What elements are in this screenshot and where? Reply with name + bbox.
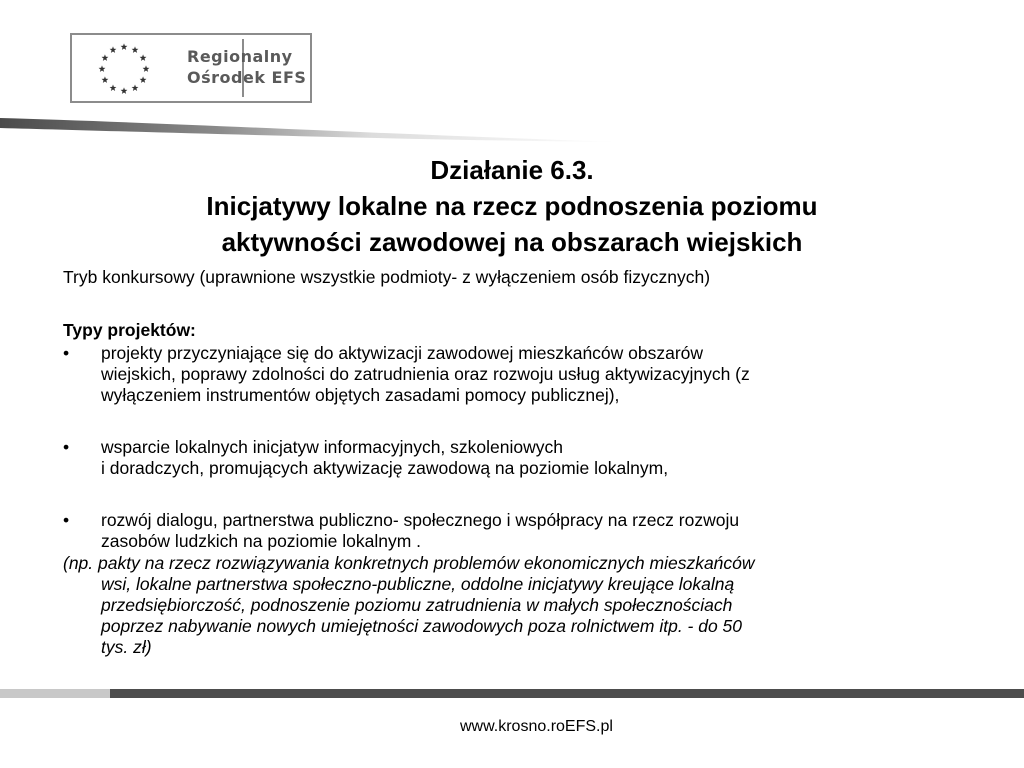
logo-line-1: Regionalny bbox=[187, 47, 293, 66]
examples-note bbox=[63, 553, 983, 658]
note-line: (np. pakty na rzecz rozwiązywania konkretnych problemów ekonomicznych mieszkańców bbox=[63, 553, 755, 573]
logo-text bbox=[187, 46, 307, 88]
star-icon bbox=[140, 76, 147, 83]
footer-website-url: www.krosno.roEFS.pl bbox=[460, 718, 613, 735]
bullet-line: projekty przyczyniające się do aktywizacji zawodowej mieszkańców obszarów bbox=[101, 343, 704, 363]
note-line: przedsiębiorczość, podnoszenie poziomu zatrudnienia w małych społecznościach bbox=[101, 595, 733, 615]
star-icon bbox=[140, 54, 147, 61]
project-types-heading: Typy projektów: bbox=[63, 320, 196, 340]
bullet-line: wyłączeniem instrumentów objętych zasadami pomocy publicznej), bbox=[101, 385, 620, 405]
star-icon bbox=[99, 65, 106, 72]
bullet-item bbox=[63, 437, 983, 479]
bullet-line: i doradczych, promujących aktywizację zawodową na poziomie lokalnym, bbox=[101, 458, 669, 478]
title-line-2: Inicjatywy lokalne na rzecz podnoszenia poziomu bbox=[206, 191, 818, 221]
header-swoosh-decoration bbox=[0, 112, 1024, 152]
star-icon bbox=[132, 46, 139, 53]
bullet-line: wiejskich, poprawy zdolności do zatrudnienia oraz rozwoju usług aktywizacyjnych (z bbox=[101, 364, 750, 384]
note-line: poprzez nabywanie nowych umiejętności zawodowych poza rolnictwem itp. - do 50 bbox=[101, 616, 743, 636]
slide-title bbox=[0, 152, 1024, 260]
star-icon bbox=[143, 65, 150, 72]
bullet-item bbox=[63, 343, 983, 406]
efs-logo bbox=[70, 33, 312, 103]
note-line: wsi, lokalne partnerstwa społeczno-publiczne, oddolne inicjatywy kreujące lokalną bbox=[101, 574, 735, 594]
star-icon bbox=[110, 46, 117, 53]
slide-content bbox=[63, 267, 983, 658]
star-icon bbox=[132, 84, 139, 91]
star-icon bbox=[121, 87, 128, 94]
footer-bar-light bbox=[0, 689, 110, 698]
bullet-dot-icon: • bbox=[63, 437, 70, 457]
bullet-line: zasobów ludzkich na poziomie lokalnym . bbox=[101, 531, 422, 551]
logo-line-2: Ośrodek EFS bbox=[187, 68, 307, 87]
title-line-1: Działanie 6.3. bbox=[430, 155, 594, 185]
bullet-item bbox=[63, 510, 983, 552]
bullet-line: wsparcie lokalnych inicjatyw informacyjnych, szkoleniowych bbox=[101, 437, 563, 457]
title-line-3: aktywności zawodowej na obszarach wiejskich bbox=[221, 227, 803, 257]
bullet-dot-icon: • bbox=[63, 510, 70, 530]
star-icon bbox=[102, 76, 109, 83]
bullet-line: rozwój dialogu, partnerstwa publiczno- społecznego i współpracy na rzecz rozwoju bbox=[101, 510, 740, 530]
note-line: tys. zł) bbox=[101, 637, 152, 657]
footer-bar-dark bbox=[110, 689, 1024, 698]
star-icon bbox=[102, 54, 109, 61]
star-icon bbox=[110, 84, 117, 91]
competition-mode-text: Tryb konkursowy (uprawnione wszystkie podmioty- z wyłączeniem osób fizycznych) bbox=[63, 267, 711, 287]
bullet-dot-icon: • bbox=[63, 343, 70, 363]
star-icon bbox=[121, 43, 128, 50]
